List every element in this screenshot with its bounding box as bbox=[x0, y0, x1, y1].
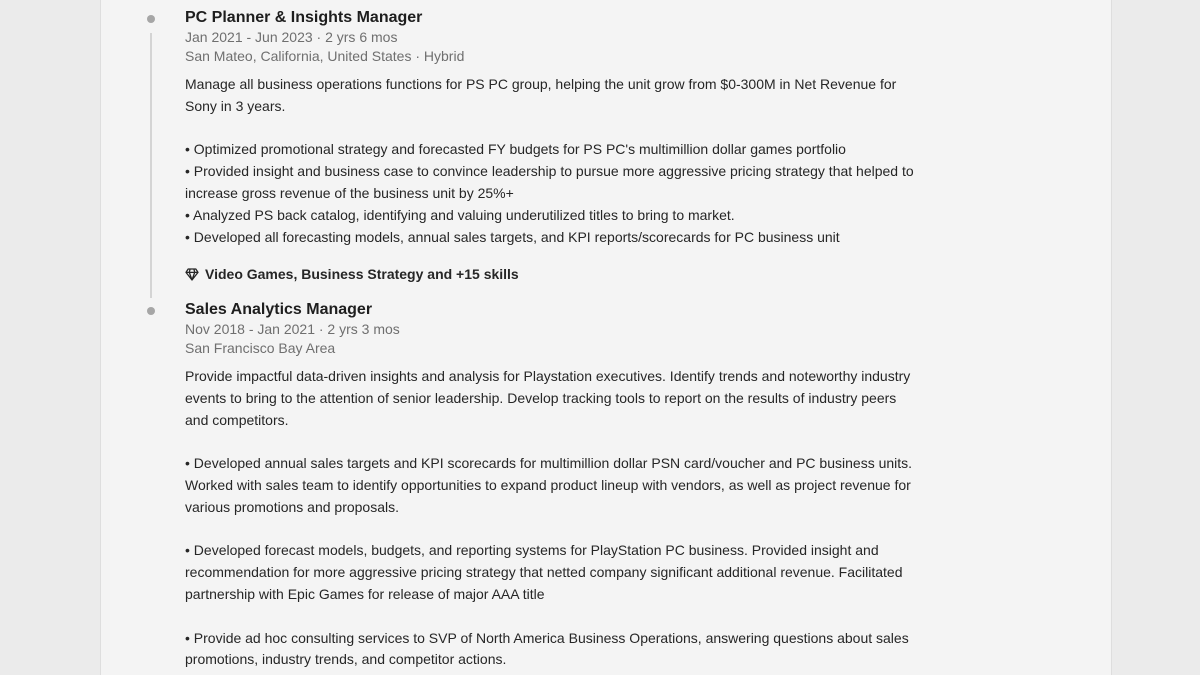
experience-entry-pc-planner bbox=[185, 8, 915, 248]
experience-card bbox=[100, 0, 1112, 675]
timeline-dot bbox=[147, 307, 155, 315]
diamond-icon bbox=[185, 268, 199, 281]
experience-entry-sales-analytics bbox=[185, 300, 915, 671]
job-location: San Mateo, California, United States · Hybrid bbox=[185, 48, 465, 64]
timeline-dot bbox=[147, 15, 155, 23]
skills-link[interactable] bbox=[185, 264, 519, 284]
job-location: San Francisco Bay Area bbox=[185, 340, 336, 356]
job-title[interactable]: Sales Analytics Manager bbox=[185, 301, 373, 318]
job-title[interactable]: PC Planner & Insights Manager bbox=[185, 9, 423, 26]
job-description: Manage all business operations functions for PS PC group, helping the unit grow from $0-300M in Net Revenue for Sony in 3 years. • Optimized promotional strategy and forecasted FY budgets for PS PC's multimillion dollar games portfolio • Provided insight and business case to convince leadership to pursue more aggressive pricing strategy that helped to increase gross revenue of the business unit by 25%+ • Analyzed PS back catalog, identifying and valuing underutilized titles to bring to market. • Developed all forecasting models, annual sales targets, and KPI reports/scorecards for PC business unit bbox=[185, 76, 914, 245]
skills-label: Video Games, Business Strategy and +15 skills bbox=[205, 266, 519, 282]
job-dates: Jan 2021 - Jun 2023 · 2 yrs 6 mos bbox=[185, 29, 398, 45]
job-description: Provide impactful data-driven insights and analysis for Playstation executives. Identify trends and noteworthy industry events to bring to the attention of senior leadership. Develop tracking tools to report on the results of industry peers and competitors. • Developed annual sales targets and KPI scorecards for multimillion dollar PSN card/voucher and PC business units. Worked with sales team to identify opportunities to expand product lineup with vendors, as well as project revenue for various promotions and proposals. • Developed forecast models, budgets, and reporting systems for PlayStation PC business. Provided insight and recommendation for more aggressive pricing strategy that netted company significant additional revenue. Facilitated partnership with Epic Games for release of major AAA title • Provide ad hoc consulting services to SVP of North America Business Operations, answering questions about sales promotions, industry trends, and competitor actions. bbox=[185, 368, 913, 668]
job-dates: Nov 2018 - Jan 2021 · 2 yrs 3 mos bbox=[185, 321, 400, 337]
timeline-line bbox=[150, 33, 152, 298]
